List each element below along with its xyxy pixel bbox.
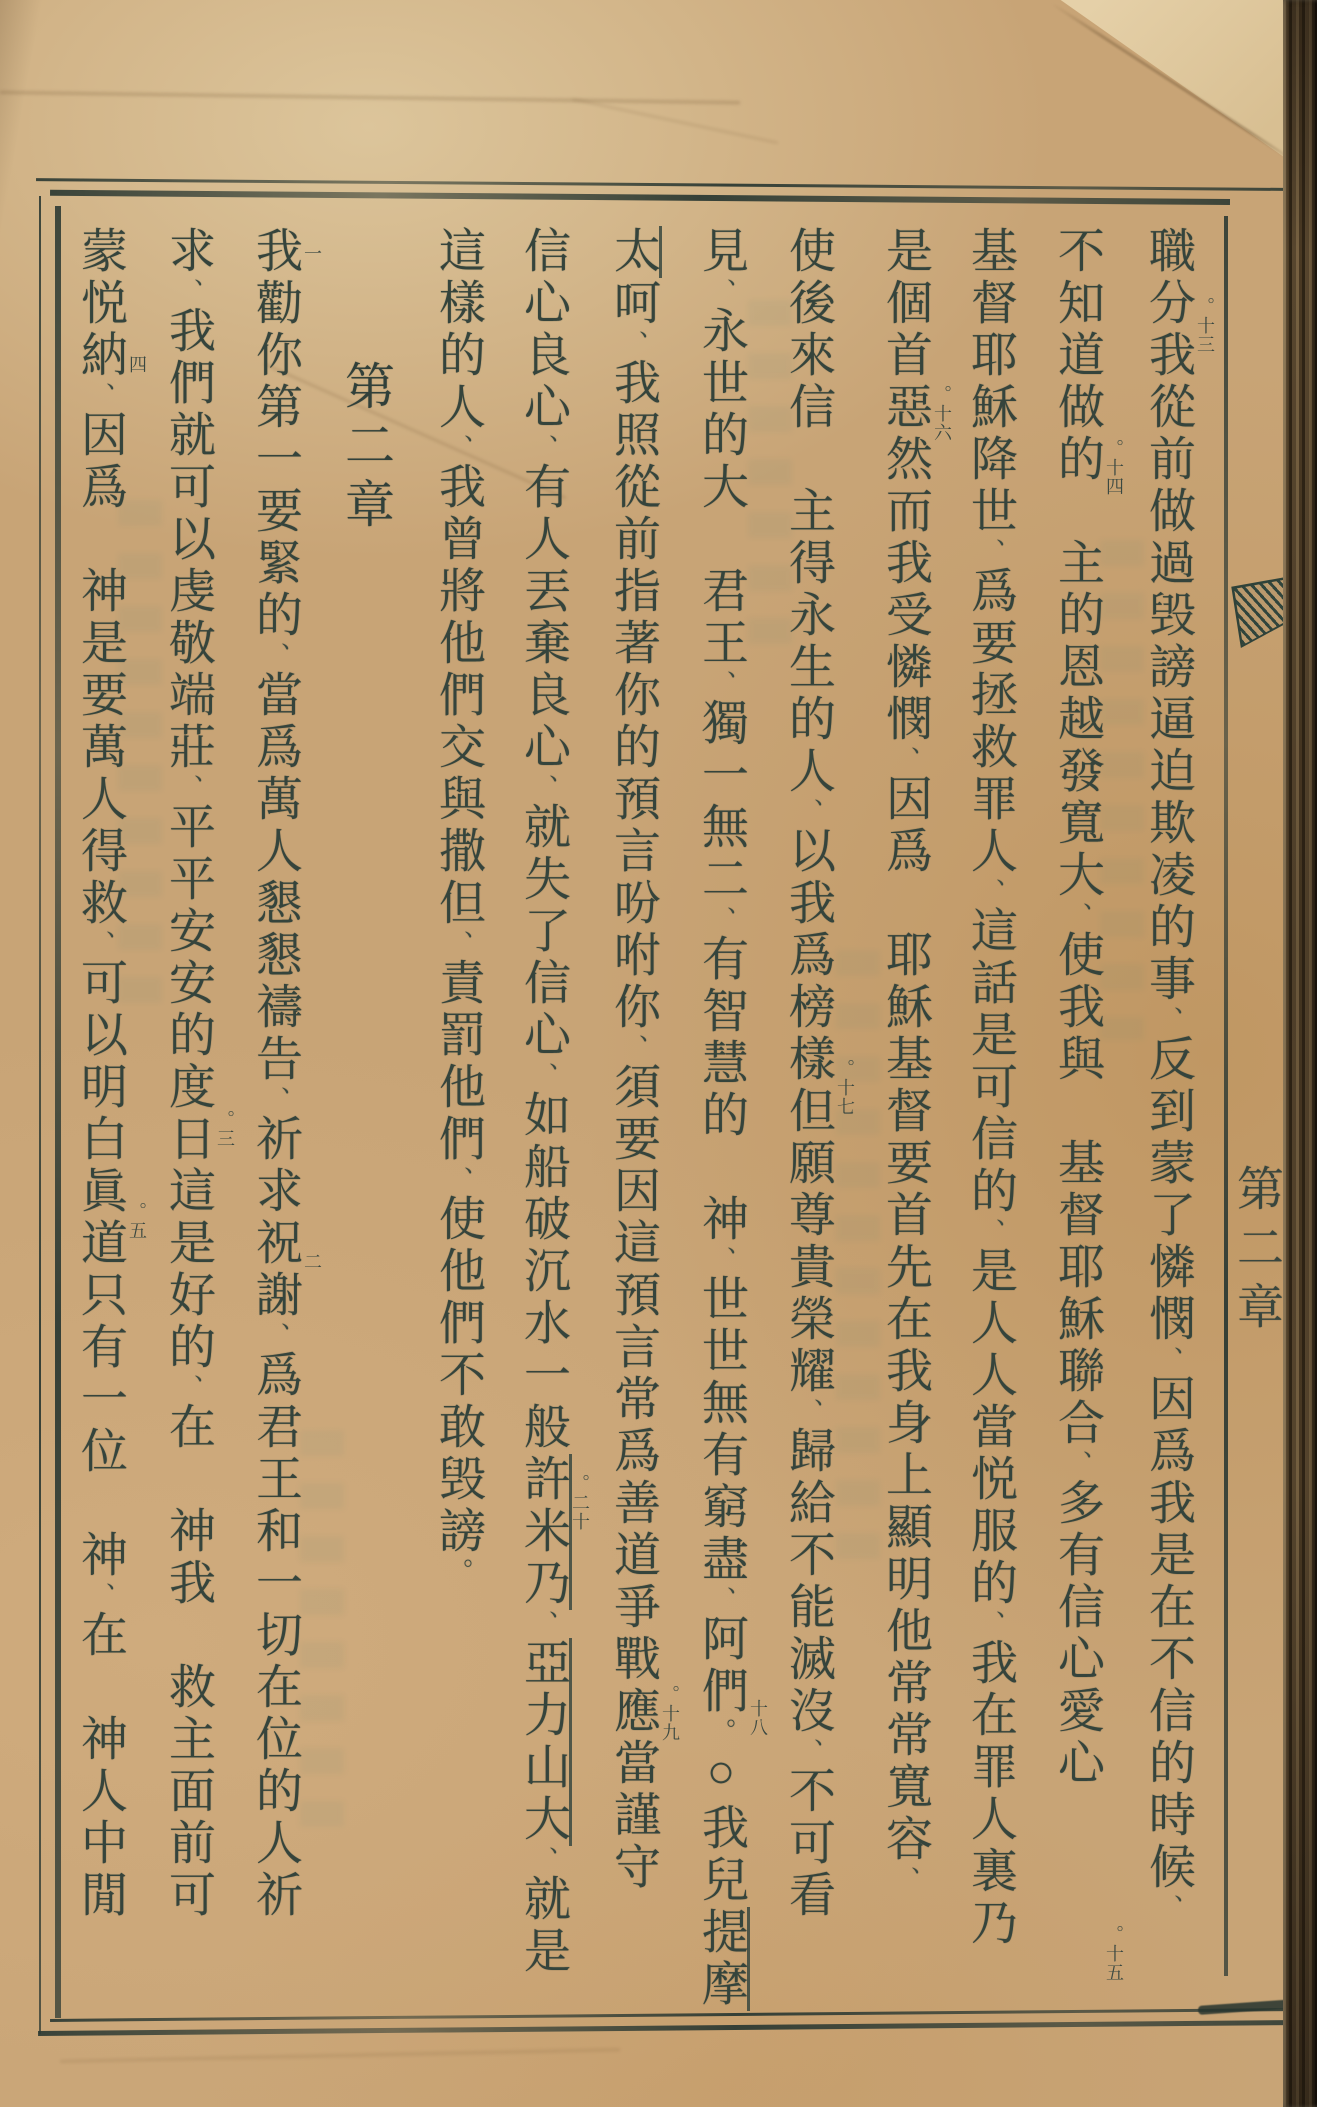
text-run: 職分 [1142, 226, 1194, 330]
punctuation: 、 [262, 1322, 289, 1350]
punctuation: 、 [892, 1866, 919, 1894]
text-run: 然而我受憐憫、因爲 耶穌基督要首先在我身上顯明他常常寬容、 [879, 434, 931, 1894]
text-column-6 [692, 226, 768, 2014]
punctuation: 、 [530, 1062, 557, 1090]
punctuation: 、 [1155, 1346, 1182, 1374]
text-run: 只有一位 神、在 神人中閒 [74, 1270, 126, 1922]
verse-number: 。二十 [570, 1474, 590, 1531]
punctuation: 、 [795, 798, 822, 826]
text-run: 我兒 [695, 1803, 747, 1907]
punctuation: 、 [445, 930, 472, 958]
verse-number: 。十七 [835, 1059, 855, 1116]
punctuation: 、 [445, 1166, 472, 1194]
punctuation: 、 [708, 670, 735, 698]
verse-number: 。三 [215, 1110, 235, 1148]
chapter-heading [337, 226, 395, 2107]
text-run: 是個首惡 [879, 226, 931, 434]
punctuation: 、 [977, 1610, 1004, 1638]
verse-number: 。十四 [1104, 439, 1124, 496]
text-run: 爲君王和一切在位的人祈 [249, 1350, 301, 1922]
punctuation: 、 [530, 774, 557, 802]
text-column-8 [514, 226, 590, 2014]
text-run: 我勸你第一要緊的、當爲萬人懇懇禱告、祈求祝謝、 [249, 226, 301, 1350]
punctuation: 。 [708, 1718, 735, 1746]
punctuation: 、 [620, 330, 647, 358]
verse-number: 。五 [127, 1202, 147, 1240]
punctuation: 、 [175, 1374, 202, 1402]
punctuation: 、 [445, 434, 472, 462]
text-run: 見、永世的大 君王、獨一無二、有智慧的 神、世世無有窮盡、阿們。○ [695, 226, 747, 1803]
punctuation: 、 [708, 1246, 735, 1274]
punctuation: 、 [977, 538, 1004, 566]
text-run: 基督耶穌降世、爲要拯救罪人、這話是可信的、是人人當悦服的、我在罪人裏乃 [964, 226, 1016, 1950]
text-column-7 [604, 226, 680, 2014]
punctuation: 、 [892, 746, 919, 774]
punctuation: 、 [175, 278, 202, 306]
punctuation: 、 [1064, 902, 1091, 930]
text-run: 第二章 [338, 360, 394, 537]
text-column-12 [159, 226, 235, 2014]
text-run: 應當謹守 [607, 1686, 659, 1894]
text-run: 這樣的人、我曾將他們交與撒但、責罰他們、使他們不敢毁謗。 [432, 226, 484, 1586]
punctuation: 、 [175, 774, 202, 802]
text-run: 因爲 神是要萬人得救、可以明白眞道 [74, 410, 126, 1270]
proper-noun-marked-text: 亞力山大 [517, 1638, 572, 1846]
punctuation: 、 [1155, 1006, 1182, 1034]
text-run [517, 1610, 569, 1638]
text-run: 使後來信 主得永生的人、以我爲榜樣 [782, 226, 834, 1086]
punctuation: 、 [795, 1398, 822, 1426]
text-run: 不知道做的 [1051, 226, 1103, 486]
text-run: 蒙悦納、 [74, 226, 126, 410]
verse-number: 。十三 [1195, 297, 1215, 354]
punctuation: 、 [530, 1610, 557, 1638]
text-run: 求、我們就可以虔敬端莊、平平安安的度日 [162, 226, 214, 1166]
punctuation: 。 [445, 1558, 472, 1586]
text-run: 呵、我照從前指著你的預言吩咐你、須要因這預言常爲善道爭戰 [607, 278, 659, 1686]
proper-noun-marked-text: 許米乃 [517, 1454, 572, 1610]
verse-number: 四 [127, 355, 147, 374]
text-run: 我從前做過毁謗逼迫欺凌的事、反到蒙了憐憫、因爲我是在不信的時候、 [1142, 330, 1194, 1922]
punctuation: 、 [708, 906, 735, 934]
text-run: 這是好的、在 神我 救主面前可 [162, 1166, 214, 1922]
punctuation: 、 [977, 1218, 1004, 1246]
text-column-1 [1139, 226, 1215, 2014]
punctuation: 、 [530, 434, 557, 462]
verse-number: 。十五 [1104, 1925, 1124, 1982]
punctuation: 、 [1064, 1450, 1091, 1478]
proper-noun-marked-text: 提摩 [695, 1907, 750, 2011]
punctuation: 、 [1155, 1894, 1182, 1922]
text-run: 主的恩越發寬大、使我與 基督耶穌聯合、多有信心愛心 [1051, 538, 1103, 1790]
punctuation: 、 [87, 930, 114, 958]
verse-number: 。十六 [932, 385, 952, 442]
punctuation: 、 [620, 1034, 647, 1062]
verse-number: 二 [302, 1252, 322, 1271]
text-column-4 [876, 226, 952, 2014]
binding-strip [1283, 0, 1317, 2107]
text-column-3 [961, 226, 1019, 2014]
verse-number: 十八 [748, 1699, 768, 1737]
punctuation: 、 [87, 382, 114, 410]
verse-number: 。十九 [660, 1685, 680, 1742]
text-column-5 [779, 226, 855, 2014]
chapter-margin-label: 第二章 [1230, 1164, 1282, 1341]
punctuation: 、 [708, 1586, 735, 1614]
punctuation: 、 [262, 642, 289, 670]
text-column-13 [71, 226, 147, 2014]
text-run: 、就是 [517, 1846, 569, 1978]
punctuation: 、 [87, 1582, 114, 1610]
text-column-2 [1048, 226, 1124, 2014]
text-run: 但願尊貴榮耀、歸給不能滅沒、不可看 [782, 1086, 834, 1922]
text-column-9 [429, 226, 487, 2014]
verse-number: 一 [302, 244, 322, 263]
punctuation: 、 [708, 278, 735, 306]
text-column-11 [246, 226, 322, 2014]
proper-noun-marked-text: 太 [607, 226, 662, 278]
punctuation: 、 [530, 1846, 557, 1874]
punctuation: 、 [977, 878, 1004, 906]
text-run: 信心良心、有人丟棄良心、就失了信心、如船破沉水一般 [517, 226, 569, 1454]
punctuation: 、 [795, 1738, 822, 1766]
punctuation: 、 [262, 1086, 289, 1114]
